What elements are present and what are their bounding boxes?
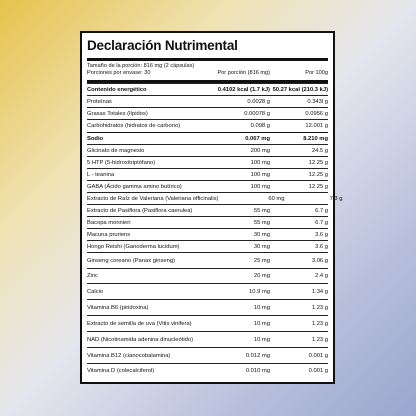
nutrient-row — [87, 331, 328, 347]
amount-per-100g: 6.7 g — [315, 207, 328, 214]
amount-per-serving: 0.098 g — [250, 123, 270, 129]
nutrient-name: GABA (Ácido gamma amino butírico) — [87, 183, 182, 190]
nutrient-name: Grasas Totales (lípidos) — [87, 110, 148, 117]
nutrient-row — [87, 216, 328, 228]
amount-per-100g: 3.06 g — [311, 257, 328, 264]
nutrient-row — [87, 347, 328, 363]
nutrient-row — [87, 95, 328, 107]
nutrient-name: Zinc — [87, 273, 98, 279]
nutrient-name: Macuna pruriens — [87, 231, 131, 238]
amount-per-serving: 0.4102 kcal (1.7 kJ) — [217, 86, 270, 93]
nutrient-row — [87, 204, 328, 216]
nutrient-row — [87, 192, 343, 204]
nutrient-row — [87, 252, 328, 268]
nutrient-row — [87, 363, 328, 378]
amount-per-serving: 0.067 mg — [245, 135, 270, 142]
amount-per-100g: 6.7 g — [315, 219, 328, 226]
amount-per-100g: 24.5 g — [311, 147, 328, 154]
amount-per-100g: 1.23 g — [311, 320, 328, 327]
col-header-100g: Por 100g — [305, 70, 328, 76]
nutrition-facts-panel — [80, 31, 343, 384]
amount-per-serving: 100 mg — [250, 171, 270, 178]
amount-per-100g: 0.001 g — [308, 352, 328, 359]
nutrient-row — [87, 156, 328, 168]
amount-per-100g: 12.25 g — [308, 171, 328, 178]
nutrient-name: Extracto de semilla de uva (Vitis vinifera) — [87, 320, 192, 327]
column-header — [87, 70, 328, 77]
amount-per-serving: 60 mg — [268, 195, 285, 202]
amount-per-100g: 0.0956 g — [305, 110, 328, 117]
nutrient-row — [87, 168, 328, 180]
nutrient-row — [87, 283, 328, 299]
nutrient-row — [87, 268, 328, 283]
amount-per-100g: 0.001 g — [308, 368, 328, 374]
amount-per-serving: 30 mg — [253, 231, 270, 238]
amount-per-serving: 200 mg — [250, 147, 270, 154]
nutrient-name: Sodio — [87, 135, 104, 142]
amount-per-100g: 7.3 g — [329, 195, 343, 202]
amount-per-serving: 10.9 mg — [249, 288, 270, 295]
col-header-serving: Por porción (816 mg) — [217, 70, 270, 76]
amount-per-serving: 10 mg — [253, 304, 270, 311]
nutrient-row — [87, 315, 328, 331]
nutrient-row — [87, 228, 328, 240]
nutrient-name: Bacopa monnieri — [87, 219, 131, 226]
nutrient-name: Vitamina B6 (piridoxina) — [87, 304, 149, 311]
nutrient-name: Extracto de Raíz de Valeriana (Valeriana officinalis) — [87, 195, 219, 202]
nutrient-row — [87, 132, 328, 144]
serving-info — [87, 61, 328, 77]
amount-per-serving: 20 mg — [253, 273, 270, 279]
nutrient-row — [87, 83, 328, 95]
amount-per-100g: 12.25 g — [308, 183, 328, 190]
amount-per-100g: 3.6 g — [315, 243, 328, 250]
nutrient-name: Carbohidratos (hidratos de carbono) — [87, 123, 181, 129]
nutrient-row — [87, 107, 328, 119]
amount-per-100g: 12.25 g — [308, 159, 328, 166]
amount-per-serving: 100 mg — [250, 159, 270, 166]
amount-per-100g: 50.27 kcal (210.3 kJ) — [272, 86, 328, 93]
nutrient-name: L - teanina — [87, 171, 115, 178]
amount-per-100g: 2.4 g — [315, 273, 328, 279]
amount-per-100g: 0.343l g — [307, 98, 328, 105]
amount-per-serving: 55 mg — [253, 219, 270, 226]
nutrient-row — [87, 144, 328, 156]
amount-per-serving: 100 mg — [250, 183, 270, 190]
serving-size: Tamaño de la porción: 816 mg (2 cápsulas) — [87, 63, 195, 69]
amount-per-serving: 0.012 mg — [245, 352, 270, 359]
amount-per-serving: 10 mg — [253, 320, 270, 327]
amount-per-serving: 0.0028 g — [247, 98, 270, 105]
nutrient-name: 5 HTP (5-hidroxitriptófano) — [87, 159, 156, 166]
amount-per-serving: 10 mg — [253, 336, 270, 343]
nutrient-name: Glicinato de magnesio — [87, 147, 145, 154]
amount-per-100g: 1.34 g — [311, 288, 328, 295]
amount-per-serving: 55 mg — [253, 207, 270, 214]
nutrient-name: Calcio — [87, 288, 104, 295]
amount-per-serving: 0.010 mg — [245, 368, 270, 374]
amount-per-serving: 0.00078 g — [244, 110, 270, 117]
nutrient-table — [87, 83, 343, 378]
nutrient-row — [87, 299, 328, 315]
nutrient-name: Proteínas — [87, 98, 112, 105]
amount-per-100g: 12.001 g — [305, 123, 328, 129]
amount-per-100g: 1.23 g — [311, 304, 328, 311]
amount-per-serving: 25 mg — [253, 257, 270, 264]
amount-per-100g: 8.210 mg — [303, 135, 328, 142]
nutrient-name: Vitamina B12 (cianocobalamina) — [87, 352, 171, 359]
servings-per-container: Porciones por envase: 30 — [87, 70, 151, 76]
amount-per-100g: 3.6 g — [315, 231, 328, 238]
nutrient-name: NAD (Nicotinamida adenina dinucleótido) — [87, 336, 194, 343]
amount-per-serving: 30 mg — [253, 243, 270, 250]
nutrient-name: Extracto de Pasiflora (Pasiflora caerulea) — [87, 207, 193, 214]
amount-per-100g: 1.23 g — [311, 336, 328, 343]
nutrient-name: Ginseng coreano (Panax ginseng) — [87, 257, 175, 264]
nutrient-name: Hongo Reishi (Ganoderma lucidum) — [87, 243, 180, 250]
nutrient-row — [87, 180, 328, 192]
label-title: Declaración Nutrimental — [87, 38, 238, 53]
nutrient-row — [87, 240, 328, 252]
nutrient-row — [87, 119, 328, 132]
nutrient-name: Vitamina D (colecalciferol) — [87, 368, 155, 374]
nutrient-name: Contenido energético — [87, 86, 147, 93]
